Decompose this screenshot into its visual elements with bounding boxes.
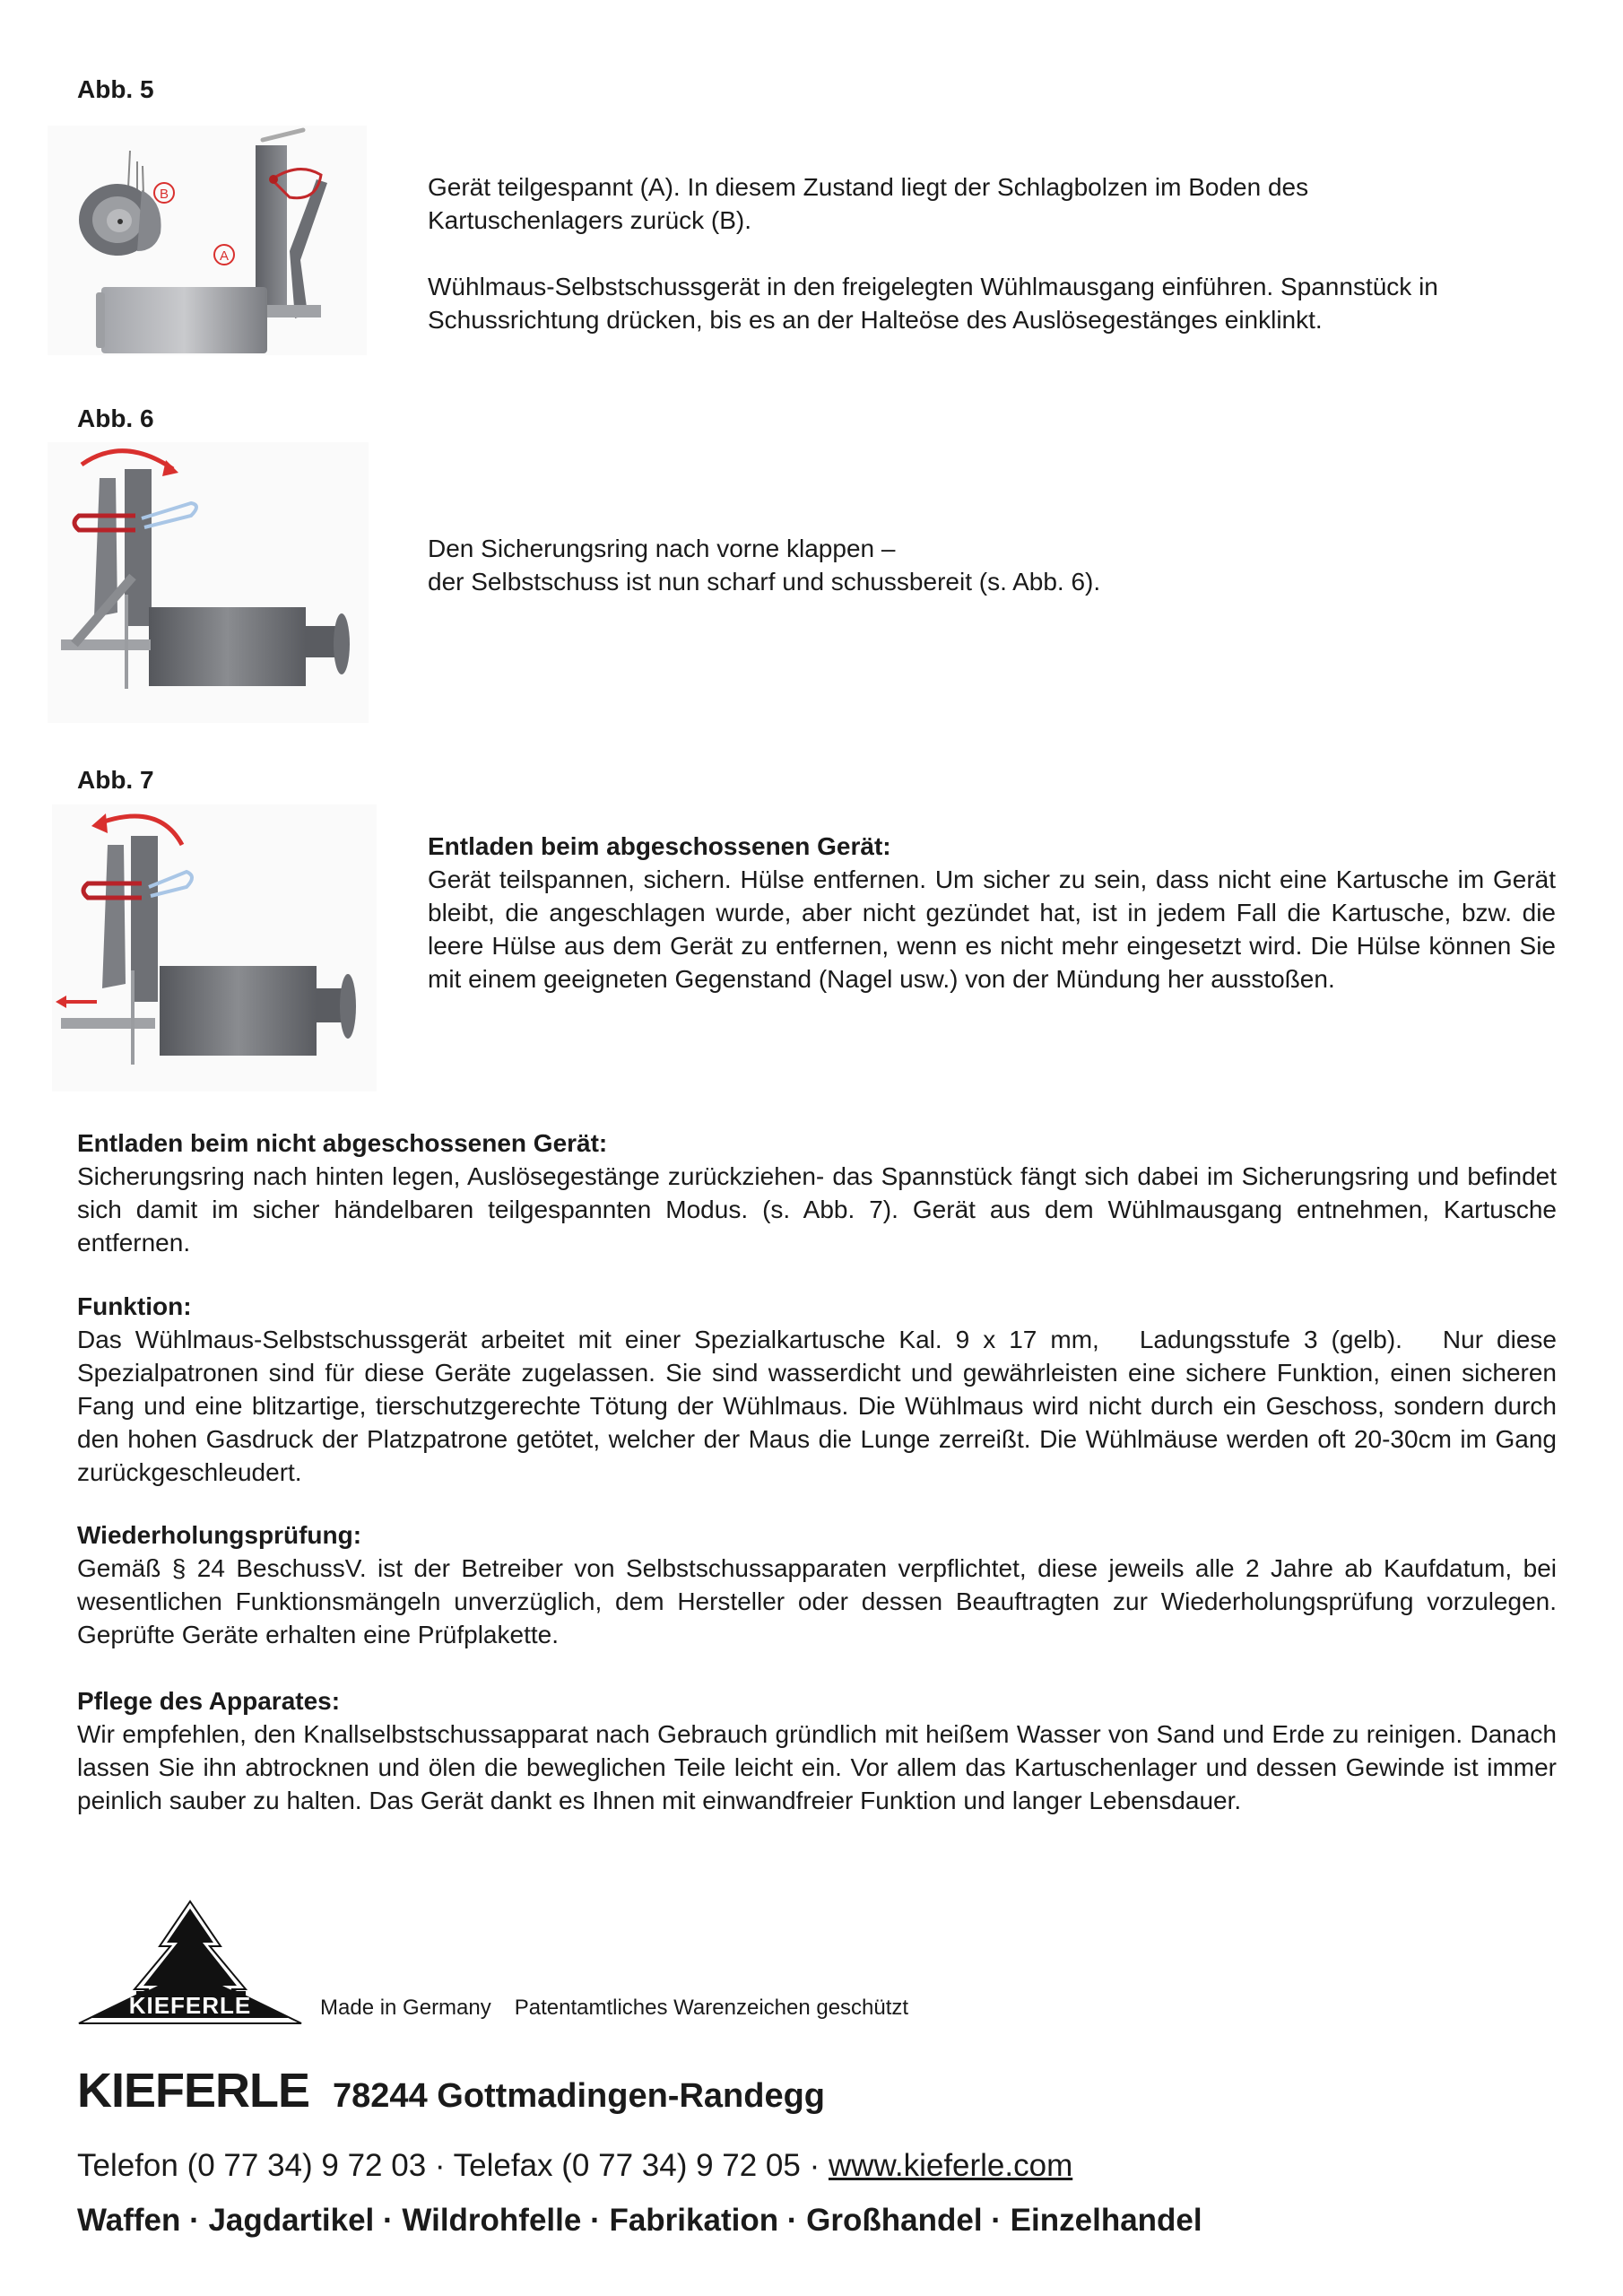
section-care: [77, 1684, 1557, 1817]
section-heading: Entladen beim nicht abgeschossenen Gerät:: [77, 1129, 608, 1157]
section-body: Das Wühlmaus-Selbstschussgerät arbeitet mit einer Spezialkartusche Kal. 9 x 17 mm, Ladungsstufe 3 (gelb). Nur diese Spezialpatronen sind für diese Geräte zugelassen. Sie sind wasserdicht und gewährleisten eine sichere Funktion, einen sicheren Fang und eine blitzartige, tierschutzgerechte Tötung der Wühlmaus. Die Wühlmaus wird nicht durch ein Geschoss, sondern durch den hohen Gasdruck der Platzpatrone getötet, welcher der Maus die Lunge zerreißt. Die Wühlmäuse werden oft 20-30cm im Gang zurückgeschleudert.: [77, 1326, 1564, 1486]
rotate-forward-arrow-icon: [82, 451, 173, 469]
trademark-notice: Patentamtliches Warenzeichen geschützt: [514, 1996, 909, 2020]
figure-5-description: [428, 170, 1575, 336]
figure-5-paragraph: Gerät teilgespannt (A). In diesem Zustand liegt der Schlagbolzen im Boden des Kartuschenlagers zurück (B).: [428, 173, 1309, 234]
cartridge-chamber-detail: [79, 151, 161, 256]
device-armed-illustration: [48, 442, 369, 723]
company-heading: [77, 2063, 825, 2118]
svg-text:KIEFERLE: KIEFERLE: [128, 1992, 252, 2019]
kieferle-logo: [77, 1900, 303, 2025]
figure-6-line: Den Sicherungsring nach vorne klappen –: [428, 535, 896, 562]
section-heading: Wiederholungsprüfung:: [77, 1521, 362, 1549]
made-in-germany: Made in Germany: [320, 1996, 491, 2020]
business-lines: Waffen · Jagdartikel · Wildrohfelle · Fabrikation · Großhandel · Einzelhandel: [77, 2203, 1202, 2238]
section-body: Gemäß § 24 BeschussV. ist der Betreiber von Selbstschussapparaten verpflichtet, diese jeweils alle 2 Jahre ab Kaufdatum, bei wesentlichen Funktionsmängeln unverzüglich, dem Hersteller oder dessen Beauftragten zur Wiederholungsprüfung vorzulegen. Geprüfte Geräte erhalten eine Prüfplakette.: [77, 1554, 1557, 1648]
section-body: Wir empfehlen, den Knallselbstschussapparat nach Gebrauch gründlich mit heißem Wasser von Sand und Erde zu reinigen. Danach lassen Sie ihn abtrocknen und ölen die beweglichen Teile leicht ein. Vor allem das Kartuschenlager und dessen Gewinde ist immer peinlich sauber zu halten. Das Gerät dankt es Ihnen mit einwandfreier Funktion und langer Lebensdauer.: [77, 1720, 1557, 1814]
section-unloading-unfired: [77, 1126, 1557, 1259]
device-unloading-illustration: [52, 804, 377, 1091]
device-partially-cocked-illustration: [48, 126, 367, 355]
phone-fax: Telefon (0 77 34) 9 72 03 · Telefax (0 77 34) 9 72 05 ·: [77, 2148, 829, 2183]
unloading-fired-heading: Entladen beim abgeschossenen Gerät:: [428, 832, 891, 860]
section-heading: Funktion:: [77, 1292, 192, 1320]
figure-7-description: [428, 830, 1556, 996]
contact-line: [77, 2148, 1072, 2184]
unloading-fired-body: Gerät teilspannen, sichern. Hülse entfernen. Um sicher zu sein, dass nicht eine Kartusche im Gerät bleibt, die angeschlagen wurde, aber nicht gezündet hat, ist in jedem Fall die Kartusche, bzw. die leere Hülse aus dem Gerät zu entfernen, wenn es nicht mehr eingesetzt wird. Die Hülse können Sie mit einem geeigneten Gegenstand (Nagel usw.) von der Mündung her ausstoßen.: [428, 865, 1556, 993]
marker-a: [214, 245, 234, 265]
company-name: KIEFERLE: [77, 2064, 310, 2118]
figure-6-line: der Selbstschuss ist nun scharf und schussbereit (s. Abb. 6).: [428, 568, 1101, 596]
section-body: Sicherungsring nach hinten legen, Auslösegestänge zurückziehen- das Spannstück fängt sich dabei im Sicherungsring und befindet sich damit im sicher händelbaren teilgespannten Modus. (s. Abb. 7). Gerät aus dem Wühlmausgang entnehmen, Kartusche entfernen.: [77, 1162, 1557, 1257]
section-function: [77, 1290, 1564, 1489]
figure-5-label: Abb. 5: [77, 75, 154, 103]
marker-b: [154, 183, 174, 203]
company-address: 78244 Gottmadingen-Randegg: [333, 2077, 826, 2115]
website-link[interactable]: www.kieferle.com: [828, 2148, 1073, 2183]
section-reinspection: [77, 1518, 1557, 1651]
figure-5-illustration: [48, 126, 367, 355]
figure-7-illustration: [52, 804, 377, 1091]
section-heading: Pflege des Apparates:: [77, 1687, 341, 1715]
figure-6-illustration: [48, 442, 369, 723]
figure-6-label: Abb. 6: [77, 404, 154, 432]
origin-line: [320, 1996, 908, 2021]
figure-7-label: Abb. 7: [77, 766, 154, 794]
figure-5-paragraph: Wühlmaus-Selbstschussgerät in den freigelegten Wühlmausgang einführen. Spannstück in Schussrichtung drücken, bis es an der Halteöse des Auslösegestänges einklinkt.: [428, 273, 1438, 334]
svg-text:B: B: [159, 187, 169, 202]
figure-6-description: [428, 532, 1575, 598]
fir-tree-logo-icon: [77, 1900, 303, 2025]
svg-text:A: A: [219, 248, 230, 264]
